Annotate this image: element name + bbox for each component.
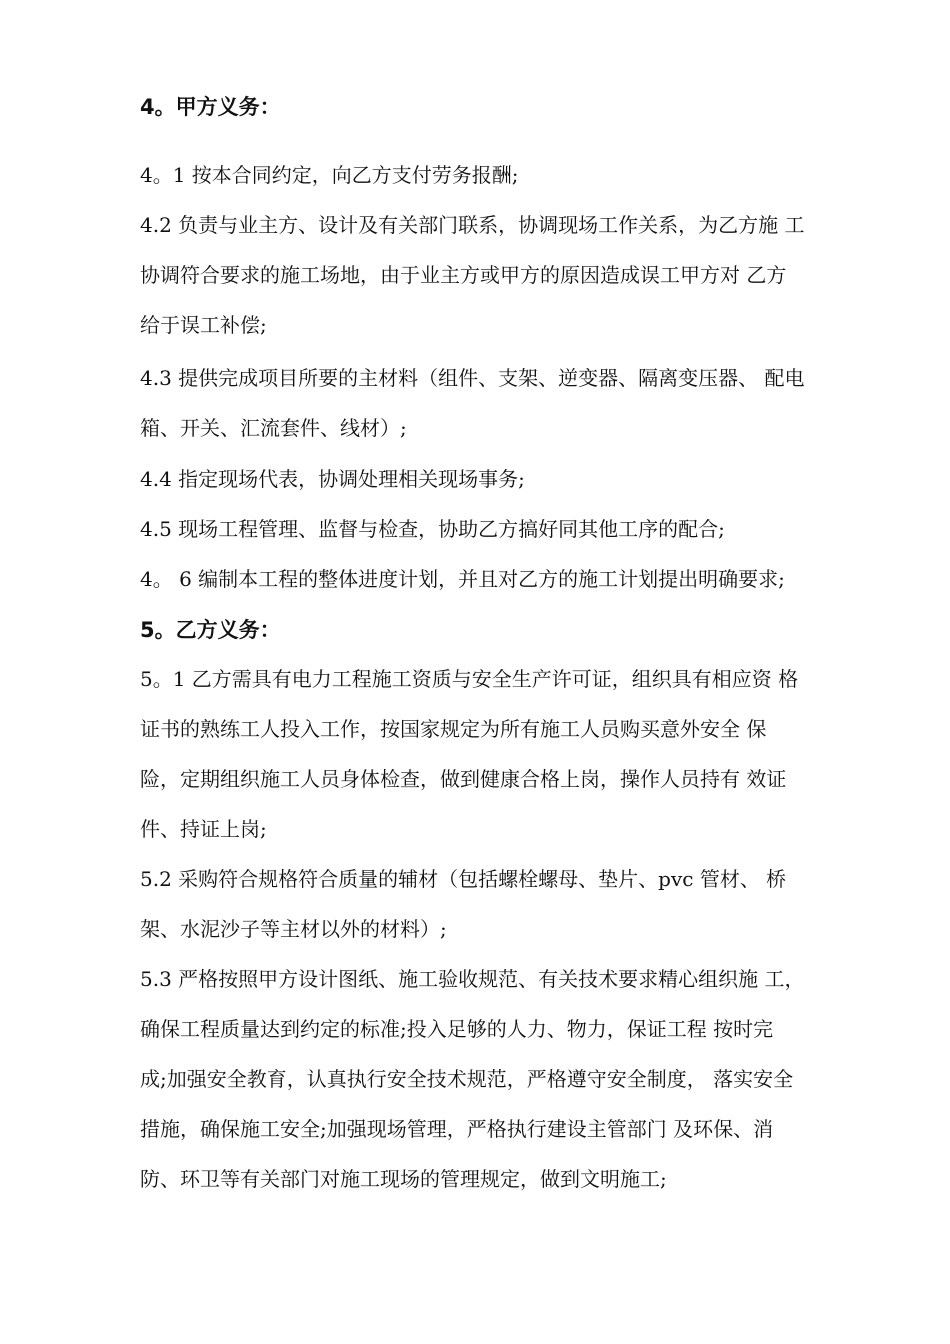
paragraph-line: 给于误工补偿; [140, 313, 267, 337]
paragraph-line: 险，定期组织施工人员身体检查，做到健康合格上岗，操作人员持有 效证 [140, 767, 787, 791]
paragraph-line: 证书的熟练工人投入工作，按国家规定为所有施工人员购买意外安全 保 [140, 717, 767, 741]
paragraph-line: 防、环卫等有关部门对施工现场的管理规定，做到文明施工; [140, 1167, 667, 1191]
paragraph-line: 措施，确保施工安全;加强现场管理，严格执行建设主管部门 及环保、消 [140, 1117, 774, 1141]
paragraph-line: 4.5 现场工程管理、监督与检查，协助乙方搞好同其他工序的配合; [140, 517, 725, 541]
paragraph-line: 确保工程质量达到约定的标准;投入足够的人力、物力，保证工程 按时完 [140, 1017, 774, 1041]
paragraph-line: 件、持证上岗; [140, 817, 267, 841]
paragraph-line: 4.3 提供完成项目所要的主材料（组件、支架、逆变器、隔离变压器、 配电 [140, 366, 805, 390]
paragraph-line: 4。1 按本合同约定，向乙方支付劳务报酬; [140, 163, 519, 187]
paragraph-line: 协调符合要求的施工场地，由于业主方或甲方的原因造成误工甲方对 乙方 [140, 263, 787, 287]
section-5-heading: 5。乙方义务： [140, 618, 281, 642]
paragraph-line: 5.2 采购符合规格符合质量的辅材（包括螺栓螺母、垫片、pvc 管材、 桥 [140, 867, 787, 891]
paragraph-line: 4.4 指定现场代表，协调处理相关现场事务; [140, 467, 525, 491]
paragraph-line: 成;加强安全教育，认真执行安全技术规范，严格遵守安全制度， 落实安全 [140, 1067, 794, 1091]
paragraph-line: 箱、开关、汇流套件、线材）; [140, 416, 407, 440]
paragraph-line: 架、水泥沙子等主材以外的材料）; [140, 917, 447, 941]
paragraph-line: 5.3 严格按照甲方设计图纸、施工验收规范、有关技术要求精心组织施 工， [140, 967, 805, 991]
section-4-heading: 4。甲方义务： [140, 95, 281, 119]
paragraph-line: 4.2 负责与业主方、设计及有关部门联系，协调现场工作关系，为乙方施 工 [140, 213, 805, 237]
paragraph-line: 4。 6 编制本工程的整体进度计划，并且对乙方的施工计划提出明确要求; [140, 567, 785, 591]
paragraph-line: 5。1 乙方需具有电力工程施工资质与安全生产许可证，组织具有相应资 格 [140, 667, 799, 691]
